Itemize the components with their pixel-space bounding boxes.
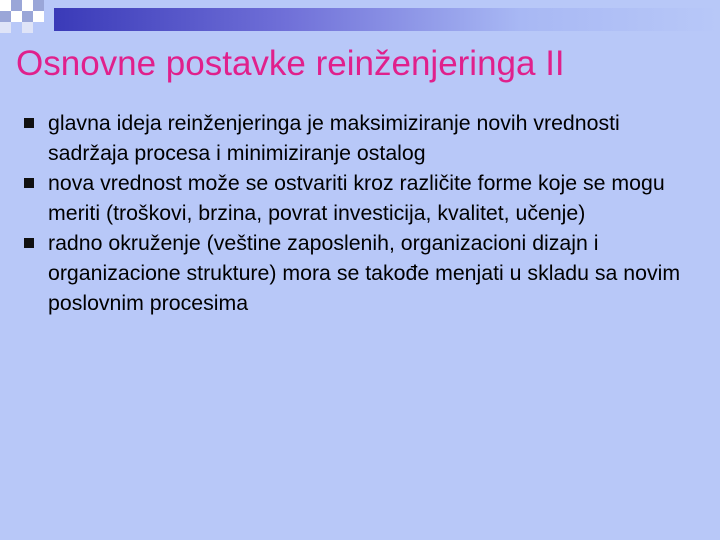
filled-square-icon (24, 178, 34, 188)
header-gradient-bar (54, 8, 720, 31)
bullet-item (24, 168, 704, 228)
bullet-item (24, 108, 704, 168)
bullet-list (24, 108, 704, 318)
slide-title: Osnovne postavke reinženjeringa II (16, 44, 565, 83)
bullet-text: nova vrednost može se ostvariti kroz različite forme koje se mogu meriti (troškovi, brzina, povrat investicija, kvalitet, učenje) (48, 171, 665, 225)
checkered-squares-icon (0, 0, 60, 40)
filled-square-icon (24, 118, 34, 128)
bullet-text: radno okruženje (veštine zaposlenih, organizacioni dizajn i organizacione strukture) mora se takođe menjati u skladu sa novim poslovnim procesima (48, 231, 681, 315)
bullet-text: glavna ideja reinženjeringa je maksimiziranje novih vrednosti sadržaja procesa i minimiziranje ostalog (48, 111, 620, 165)
filled-square-icon (24, 238, 34, 248)
bullet-item (24, 228, 704, 318)
